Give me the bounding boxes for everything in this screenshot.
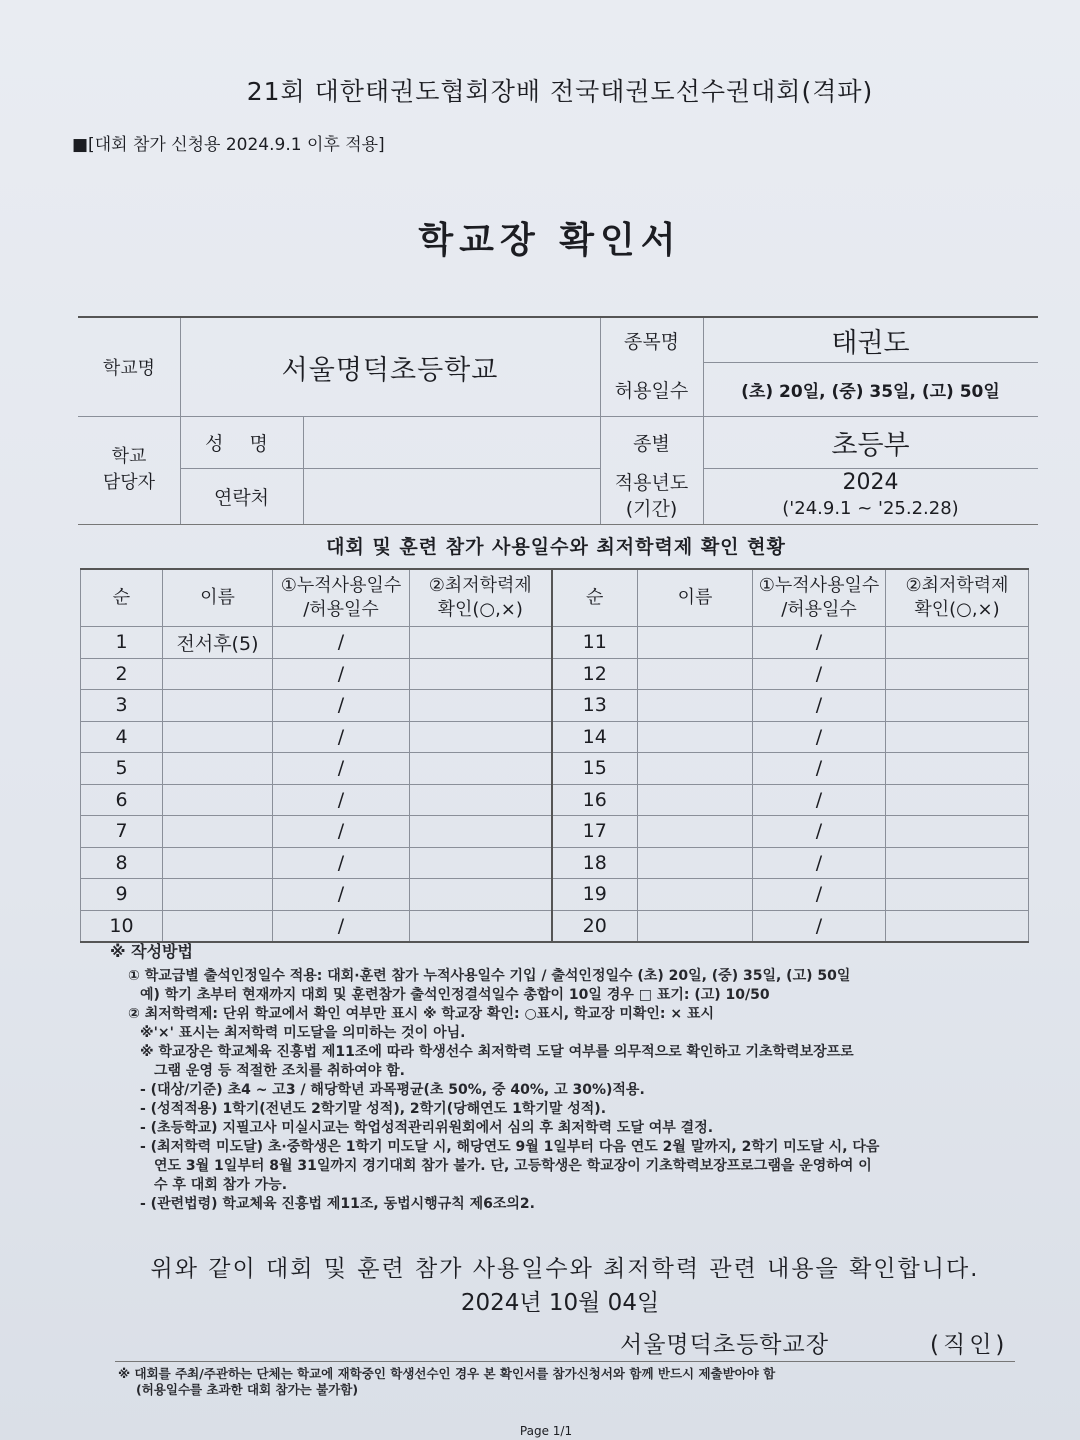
cell-days: / bbox=[753, 816, 886, 848]
cell-check bbox=[886, 847, 1029, 879]
cell-check bbox=[410, 784, 552, 816]
cell-check bbox=[886, 879, 1029, 911]
cell-check bbox=[410, 910, 552, 942]
cell-check bbox=[410, 753, 552, 785]
instruction-line: ① 학교급별 출석인정일수 적용: 대회·훈련 참가 누적사용일수 기입 / 출석인정일수 (초) 20일, (중) 35일, (고) 50일 bbox=[128, 968, 851, 984]
cell-days: / bbox=[753, 721, 886, 753]
instruction-line: - (관련법령) 학교체육 진흥법 제11조, 동법시행규칙 제6조의2. bbox=[140, 1196, 535, 1212]
header-no: 순 bbox=[552, 569, 638, 627]
allowed-days-label: 허용일수 bbox=[614, 379, 689, 402]
cell-no: 20 bbox=[552, 910, 638, 942]
cell-days: / bbox=[273, 658, 410, 690]
cell-check bbox=[410, 627, 552, 659]
instruction-line: ※ 학교장은 학교체육 진흥법 제11조에 따라 학생선수 최저학력 도달 여부를 의무적으로 확인하고 기초학력보장프로 bbox=[140, 1044, 854, 1060]
cell-days: / bbox=[273, 879, 410, 911]
instructions bbox=[110, 942, 970, 1214]
cell-name bbox=[638, 847, 753, 879]
division-label: 종별 bbox=[633, 432, 670, 455]
cell-name bbox=[638, 658, 753, 690]
cell-no: 3 bbox=[81, 690, 163, 722]
instruction-line: 그램 운영 등 적절한 조치를 취하여야 함. bbox=[154, 1063, 405, 1079]
sport-value: 태권도 bbox=[831, 327, 910, 359]
cell-check bbox=[886, 627, 1029, 659]
official-seal-label: (직인) bbox=[930, 1332, 1009, 1358]
year-label: 적용년도 (기간) bbox=[614, 472, 689, 520]
info-block bbox=[78, 316, 1038, 525]
cell-check bbox=[886, 910, 1029, 942]
page-number: Page 1/1 bbox=[519, 1424, 573, 1438]
name-field bbox=[303, 416, 600, 468]
cell-check bbox=[410, 690, 552, 722]
cell-name: 전서후(5) bbox=[163, 627, 273, 659]
phone-field bbox=[303, 468, 600, 524]
contact-group-label: 학교 담당자 bbox=[102, 446, 156, 493]
header-check: ②최저학력제 확인(○,×) bbox=[886, 569, 1029, 627]
cell-name bbox=[638, 879, 753, 911]
instruction-line: 수 후 대회 참가 가능. bbox=[154, 1177, 288, 1193]
period-value: ('24.9.1 ~ '25.2.28) bbox=[782, 498, 959, 519]
table-row bbox=[81, 910, 1029, 942]
cell-days: / bbox=[753, 910, 886, 942]
header-name: 이름 bbox=[163, 569, 273, 627]
cell-no: 11 bbox=[552, 627, 638, 659]
cell-name bbox=[163, 658, 273, 690]
cell-no: 6 bbox=[81, 784, 163, 816]
instruction-line: 연도 3월 1일부터 8월 31일까지 경기대회 참가 불가. 단, 고등학생은 학교장이 기초학력보장프로그램을 운영하여 이 bbox=[154, 1158, 872, 1174]
school-label: 학교명 bbox=[102, 358, 156, 379]
instruction-line: ※'×' 표시는 최저학력 미도달을 의미하는 것이 아님. bbox=[140, 1025, 466, 1041]
cell-days: / bbox=[753, 690, 886, 722]
confirmation-date: 2024년 10월 04일 bbox=[460, 1290, 660, 1316]
instruction-line: - (최저학력 미도달) 초·중학생은 1학기 미도달 시, 해당연도 9월 1일부터 다음 연도 2월 말까지, 2학기 미도달 시, 다음 bbox=[140, 1139, 880, 1155]
cell-name bbox=[163, 753, 273, 785]
table-row bbox=[81, 879, 1029, 911]
header-days: ①누적사용일수 /허용일수 bbox=[273, 569, 410, 627]
cell-check bbox=[886, 816, 1029, 848]
cell-no: 12 bbox=[552, 658, 638, 690]
phone-label: 연락처 bbox=[213, 486, 270, 509]
cell-days: / bbox=[273, 690, 410, 722]
cell-days: / bbox=[753, 658, 886, 690]
cell-name bbox=[163, 816, 273, 848]
roster-table bbox=[80, 568, 1029, 943]
application-notice: ■[대회 참가 신청용 2024.9.1 이후 적용] bbox=[72, 135, 385, 155]
cell-no: 5 bbox=[81, 753, 163, 785]
cell-name bbox=[638, 910, 753, 942]
cell-check bbox=[886, 753, 1029, 785]
table-row bbox=[81, 690, 1029, 722]
division-value: 초등부 bbox=[831, 429, 910, 461]
cell-days: / bbox=[273, 784, 410, 816]
header-no: 순 bbox=[81, 569, 163, 627]
cell-no: 8 bbox=[81, 847, 163, 879]
cell-check bbox=[410, 721, 552, 753]
document-title: 학교장 확인서 bbox=[418, 220, 682, 261]
name-label: 성 명 bbox=[205, 432, 278, 455]
table-row bbox=[81, 627, 1029, 659]
cell-no: 13 bbox=[552, 690, 638, 722]
table-row bbox=[81, 658, 1029, 690]
cell-name bbox=[163, 879, 273, 911]
table-row bbox=[81, 721, 1029, 753]
instruction-line: - (대상/기준) 초4 ~ 고3 / 해당학년 과목평균(초 50%, 중 40%, 고 30%)적용. bbox=[140, 1082, 645, 1098]
cell-days: / bbox=[273, 753, 410, 785]
instruction-line: 예) 학기 초부터 현재까지 대회 및 훈련참가 출석인정결석일수 총합이 10일 경우 □ 표기: (고) 10/50 bbox=[140, 987, 770, 1003]
cell-name bbox=[638, 784, 753, 816]
table-row bbox=[81, 816, 1029, 848]
allowed-days-value: (초) 20일, (중) 35일, (고) 50일 bbox=[741, 381, 1000, 402]
instruction-line: - (성적적용) 1학기(전년도 2학기말 성적), 2학기(당해연도 1학기말 성적). bbox=[140, 1101, 607, 1117]
cell-no: 2 bbox=[81, 658, 163, 690]
cell-check bbox=[410, 816, 552, 848]
cell-name bbox=[638, 627, 753, 659]
cell-name bbox=[163, 910, 273, 942]
table-row bbox=[81, 753, 1029, 785]
cell-check bbox=[886, 690, 1029, 722]
cell-no: 16 bbox=[552, 784, 638, 816]
table-header-row bbox=[81, 569, 1029, 627]
header-name: 이름 bbox=[638, 569, 753, 627]
table-row bbox=[81, 784, 1029, 816]
cell-check bbox=[410, 658, 552, 690]
footnote: ※ 대회를 주최/주관하는 단체는 학교에 재학중인 학생선수인 경우 본 확인서를 참가신청서와 함께 반드시 제출받아야 함 (허용일수를 초과한 대회 참가는 불가함) bbox=[118, 1366, 776, 1397]
cell-name bbox=[638, 721, 753, 753]
cell-no: 14 bbox=[552, 721, 638, 753]
cell-days: / bbox=[753, 784, 886, 816]
cell-name bbox=[163, 721, 273, 753]
cell-no: 1 bbox=[81, 627, 163, 659]
cell-days: / bbox=[753, 847, 886, 879]
table-row bbox=[81, 847, 1029, 879]
cell-name bbox=[638, 690, 753, 722]
cell-name bbox=[163, 847, 273, 879]
cell-check bbox=[410, 847, 552, 879]
cell-days: / bbox=[273, 816, 410, 848]
cell-days: / bbox=[273, 910, 410, 942]
header-check: ②최저학력제 확인(○,×) bbox=[410, 569, 552, 627]
cell-no: 9 bbox=[81, 879, 163, 911]
instructions-heading: ※ 작성방법 bbox=[110, 942, 193, 961]
header-days: ①누적사용일수 /허용일수 bbox=[753, 569, 886, 627]
cell-no: 4 bbox=[81, 721, 163, 753]
cell-days: / bbox=[273, 847, 410, 879]
cell-no: 19 bbox=[552, 879, 638, 911]
cell-check bbox=[886, 784, 1029, 816]
cell-days: / bbox=[273, 627, 410, 659]
confirmation-statement: 위와 같이 대회 및 훈련 참가 사용일수와 최저학력 관련 내용을 확인합니다. bbox=[150, 1256, 980, 1282]
cell-name bbox=[638, 816, 753, 848]
sport-label: 종목명 bbox=[623, 330, 680, 353]
cell-check bbox=[886, 721, 1029, 753]
cell-no: 17 bbox=[552, 816, 638, 848]
cell-no: 7 bbox=[81, 816, 163, 848]
cell-name bbox=[163, 784, 273, 816]
instruction-line: ② 최저학력제: 단위 학교에서 확인 여부만 표시 ※ 학교장 확인: ○표시, 학교장 미확인: × 표시 bbox=[128, 1006, 715, 1022]
school-name: 서울명덕초등학교 bbox=[281, 354, 499, 386]
cell-days: / bbox=[273, 721, 410, 753]
cell-no: 10 bbox=[81, 910, 163, 942]
event-title: 21회 대한태권도협회장배 전국태권도선수권대회(격파) bbox=[246, 77, 874, 106]
cell-days: / bbox=[753, 627, 886, 659]
cell-no: 15 bbox=[552, 753, 638, 785]
cell-check bbox=[410, 879, 552, 911]
year-value: 2024 ('24.9.1 ~ '25.2.28) bbox=[703, 468, 1038, 524]
cell-name bbox=[638, 753, 753, 785]
section-title: 대회 및 훈련 참가 사용일수와 최저학력제 확인 현황 bbox=[326, 536, 786, 558]
cell-check bbox=[886, 658, 1029, 690]
cell-days: / bbox=[753, 879, 886, 911]
cell-no: 18 bbox=[552, 847, 638, 879]
cell-days: / bbox=[753, 753, 886, 785]
cell-name bbox=[163, 690, 273, 722]
principal-signature: 서울명덕초등학교장 bbox=[620, 1332, 829, 1358]
instruction-line: - (초등학교) 지필고사 미실시교는 학업성적관리위원회에서 심의 후 최저학력 도달 여부 결정. bbox=[140, 1120, 714, 1136]
